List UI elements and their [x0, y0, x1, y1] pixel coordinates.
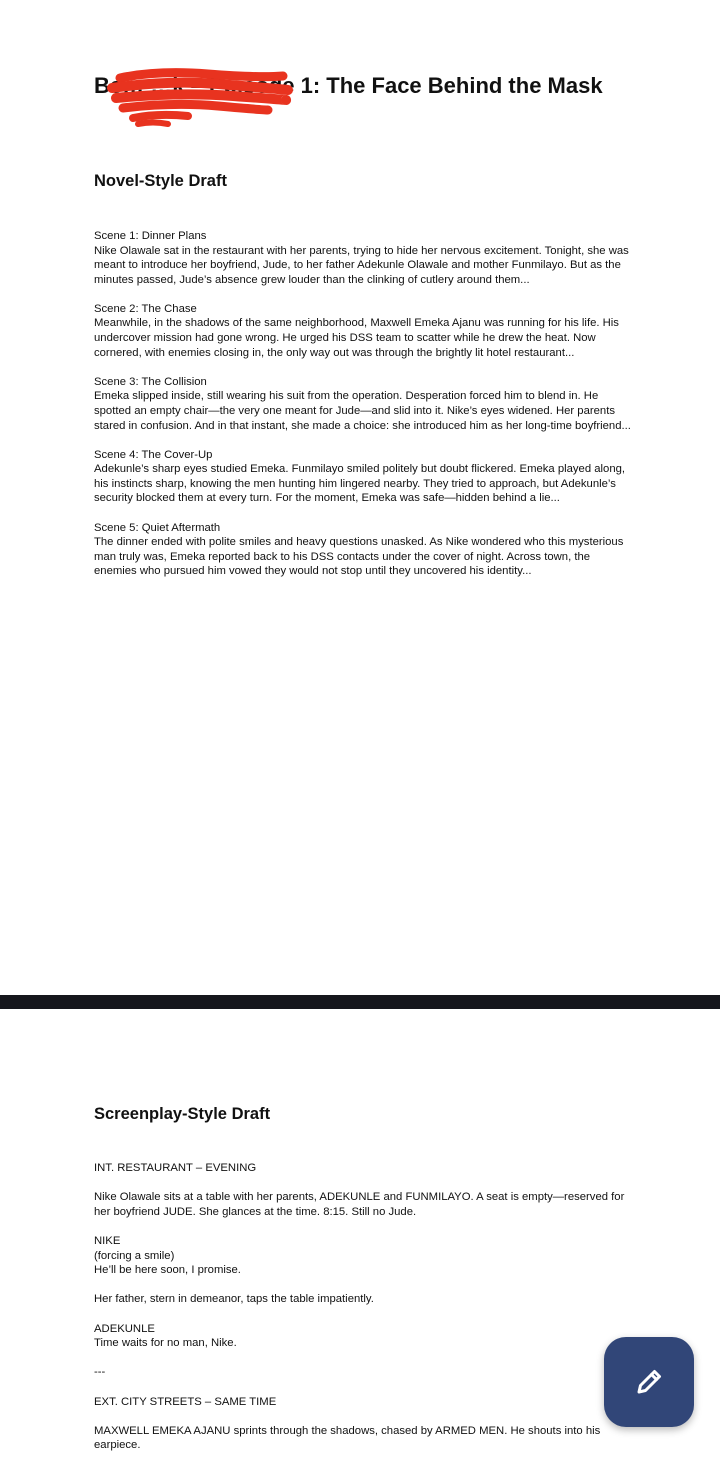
page-divider: [0, 995, 720, 1009]
scene-heading: Scene 1: Dinner Plans: [94, 230, 207, 242]
edit-button[interactable]: [604, 1337, 694, 1427]
character-name: ADEKUNLE: [94, 1322, 155, 1335]
dialogue-block: [94, 1234, 629, 1278]
section-separator: ---: [94, 1366, 106, 1379]
novel-scenes: [94, 229, 634, 593]
dialogue-block: [94, 1322, 629, 1351]
scene-text: Adekunle’s sharp eyes studied Emeka. Funmilayo smiled politely but doubt flickered. Emeka played along, his instincts sharp, knowing the men hunting him lingered nearby. They tried to approach, but Adekunle’s security blocked them at every turn. For the moment, Emeka was safe—hidden behind a lie...: [94, 463, 626, 505]
scene-item: [94, 229, 634, 287]
scene-text: Meanwhile, in the shadows of the same neighborhood, Maxwell Emeka Ajanu was running for his life. His undercover mission had gone wrong. He urged his DSS team to scatter while he drew the heat. Now cornered, with enemies closing in, the only way out was through the brightly lit hotel restaurant...: [94, 317, 619, 359]
scene-text: Emeka slipped inside, still wearing his suit from the operation. Desperation forced him to blend in. He spotted an empty chair—the very one meant for Jude—and slid into it. Nike’s eyes widened. Her parents stared in confusion. And in that instant, she made a choice: she introduced him as her long-time boyfriend...: [94, 390, 631, 432]
screenplay-body: [94, 1161, 629, 1467]
action-line: MAXWELL EMEKA AJANU sprints through the shadows, chased by ARMED MEN. He shouts into his earpiece.: [94, 1424, 601, 1452]
scene-slugline: EXT. CITY STREETS – SAME TIME: [94, 1395, 277, 1408]
scene-heading: Scene 2: The Chase: [94, 302, 197, 315]
dialogue-line: He’ll be here soon, I promise.: [94, 1264, 241, 1277]
novel-draft-heading: Novel-Style Draft: [94, 172, 227, 190]
action-line: Nike Olawale sits at a table with her parents, ADEKUNLE and FUNMILAYO. A seat is empty—reserved for her boyfriend JUDE. She glances at the time. 8:15. Still no Jude.: [94, 1191, 625, 1218]
pencil-icon: [632, 1365, 666, 1399]
document-title: Be… …k – Episode 1: The Face Behind the Mask: [94, 73, 603, 98]
dialogue-line: Time waits for no man, Nike.: [94, 1337, 237, 1350]
scene-item: [94, 521, 634, 579]
scene-slugline: INT. RESTAURANT – EVENING: [94, 1162, 257, 1174]
parenthetical: (forcing a smile): [94, 1249, 175, 1262]
character-name: NIKE: [94, 1234, 121, 1247]
scene-item: [94, 375, 634, 433]
scene-item: [94, 302, 634, 360]
scene-heading: Scene 5: Quiet Aftermath: [94, 521, 221, 534]
scene-text: The dinner ended with polite smiles and heavy questions unasked. As Nike wondered who this mysterious man truly was, Emeka reported back to his DSS contacts under the cover of night. Across town, the enemies who pursued him vowed they would not stop until they uncovered his identity...: [94, 536, 624, 578]
scene-text: Nike Olawale sat in the restaurant with her parents, trying to hide her nervous excitement. Tonight, she was meant to introduce her boyfriend, Jude, to her father Adekunle Olawale and mother Funmilayo. But as the minutes passed, Jude’s absence grew louder than the clinking of cutlery around them...: [94, 244, 629, 286]
screenplay-draft-heading: Screenplay-Style Draft: [94, 1105, 271, 1123]
scene-heading: Scene 3: The Collision: [94, 375, 207, 388]
scene-item: [94, 448, 634, 506]
redaction-scribble: [98, 66, 298, 130]
scene-heading: Scene 4: The Cover-Up: [94, 448, 213, 461]
action-line: Her father, stern in demeanor, taps the table impatiently.: [94, 1293, 374, 1306]
